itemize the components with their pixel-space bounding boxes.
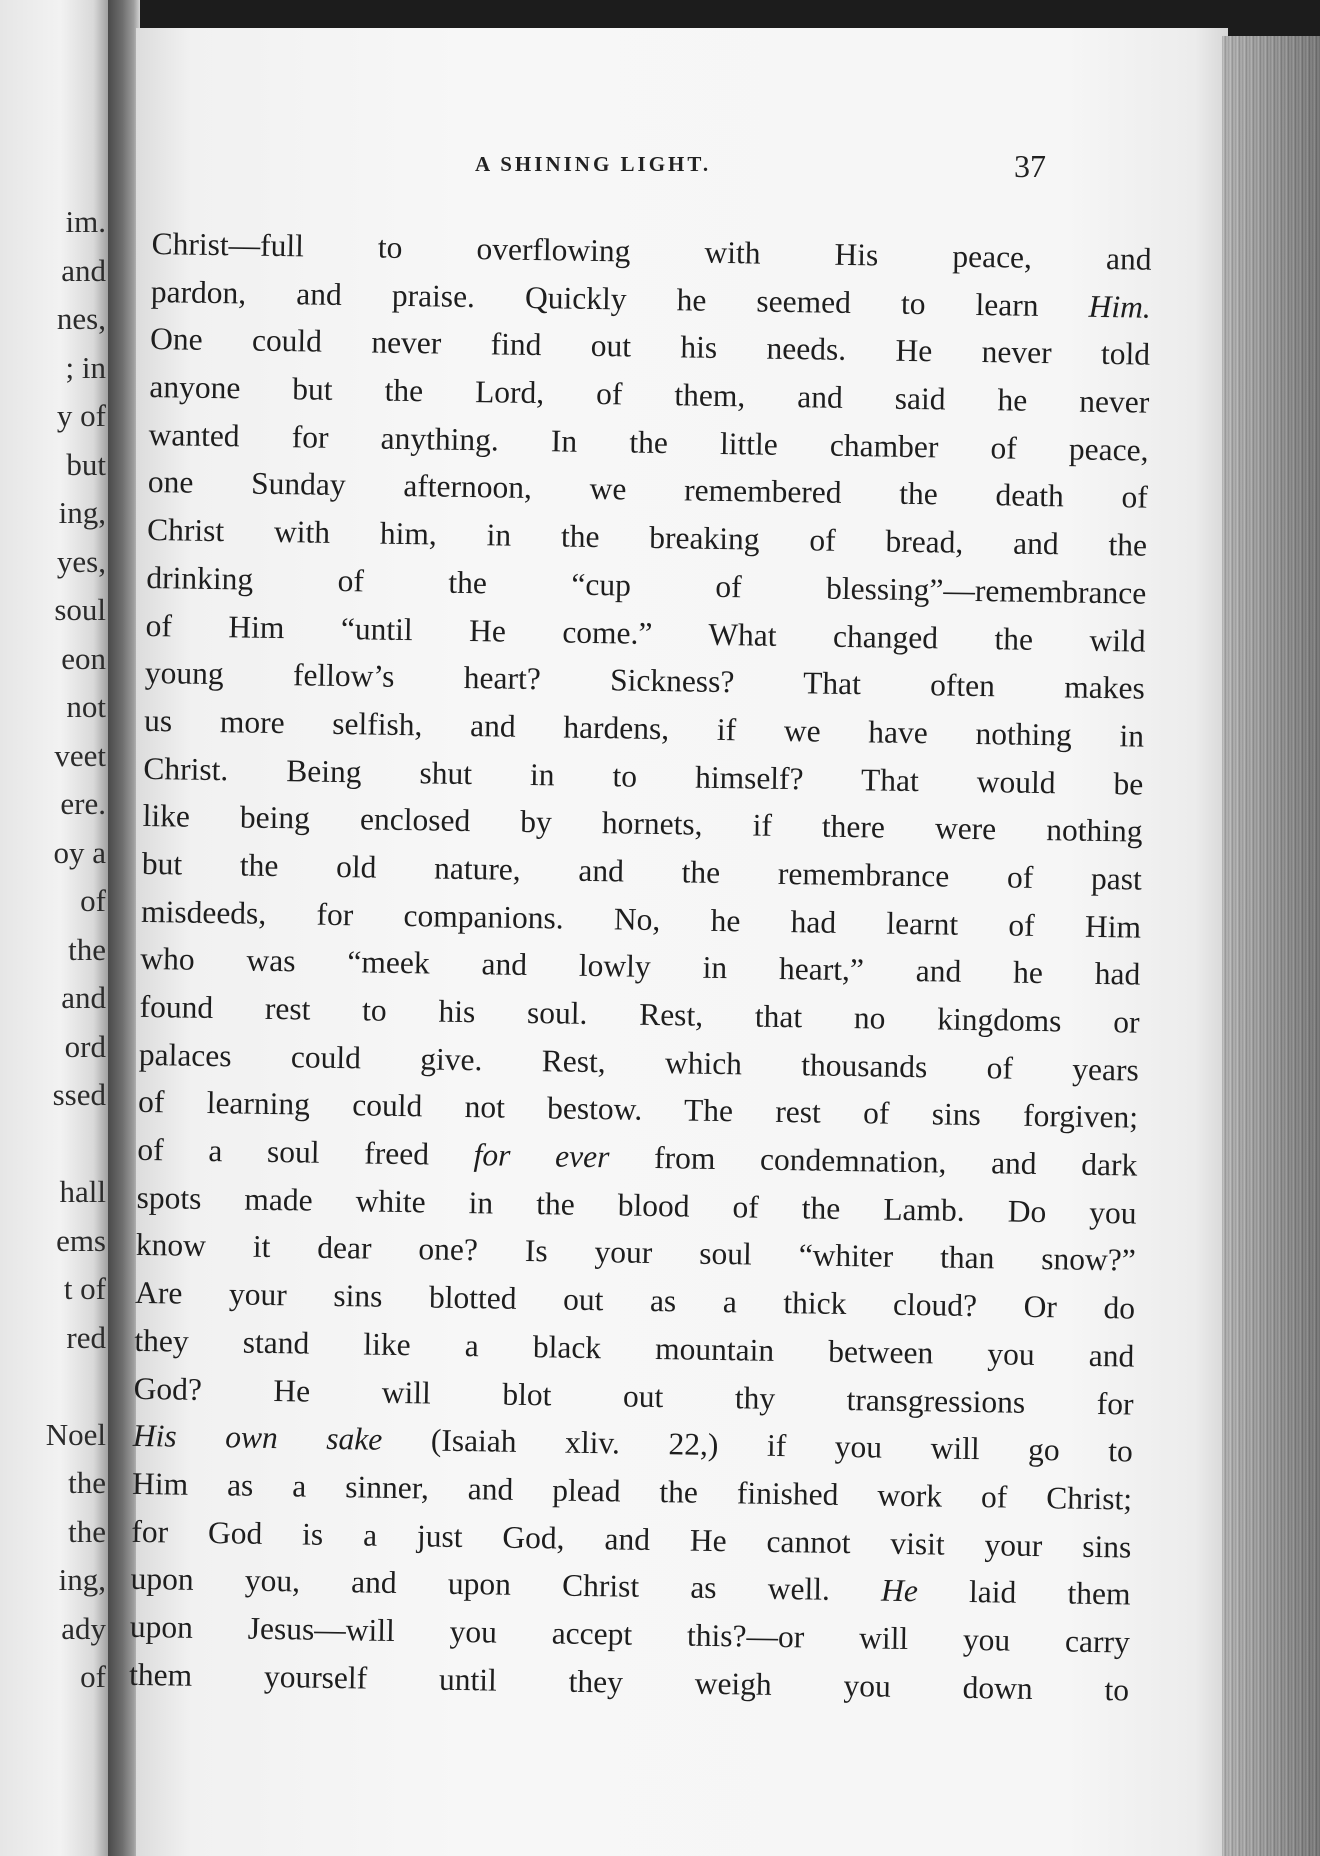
line-text: upon you, and upon Christ as well. (130, 1561, 882, 1608)
italic-text: for ever (473, 1137, 610, 1175)
page-fore-edge (1222, 36, 1320, 1856)
left-page-fragment: the (68, 931, 106, 967)
line-text: drinking of the “cup of blessing”—remembrance (146, 559, 1147, 611)
line-text: pardon, and praise. Quickly he seemed to learn (150, 273, 1089, 324)
line-text: of a soul freed (137, 1131, 474, 1173)
line-text: spots made white in the blood of the Lamb. Do you (136, 1179, 1137, 1231)
line-text: Him as a sinner, and plead the finished work of Christ; (131, 1465, 1133, 1517)
line-text: one Sunday afternoon, we remembered the death of (147, 464, 1149, 516)
left-page-line-fragments (46, 198, 106, 1702)
line-text: Christ with him, in the breaking of bread, and the (146, 512, 1148, 563)
running-head: A SHINING LIGHT. (475, 152, 712, 176)
left-page-fragment: ems (56, 1222, 106, 1258)
left-page-fragment: eon (61, 640, 106, 676)
left-page-fragment: ere. (60, 786, 106, 821)
line-text: One could never find out his needs. He never told (149, 321, 1151, 373)
left-page-fragment: yes, (56, 543, 106, 579)
line-text: Christ. Being shut in to himself? That would be (143, 750, 1144, 802)
left-page-fragment: and (61, 980, 106, 1015)
left-page-fragment: of (80, 1659, 106, 1694)
left-facing-page (0, 0, 110, 1856)
body-text (129, 220, 1152, 1714)
line-text: who was “meek and lowly in heart,” and he had (140, 941, 1141, 992)
italic-text: His own sake (132, 1418, 383, 1457)
italic-text: He (880, 1572, 919, 1609)
line-text: for God is a just God, and He cannot visit your sins (131, 1513, 1132, 1565)
left-page-fragment: of (80, 883, 106, 918)
left-page-fragment: Noel (45, 1416, 106, 1452)
left-page-fragment: not (66, 689, 106, 724)
left-page-fragment (46, 1362, 106, 1411)
left-page-fragment (46, 1120, 106, 1169)
line-text: of Him “until He come.” What changed the wild (145, 607, 1146, 659)
left-page-fragment: soul (54, 592, 106, 627)
line-text: them yourself until they weigh you down to (128, 1656, 1130, 1708)
line-text: know it dear one? Is your soul “whiter than snow?” (135, 1227, 1137, 1279)
left-page-fragment: ady (61, 1610, 106, 1646)
left-page-fragment: and (61, 252, 106, 288)
line-text: of learning could not bestow. The rest of sins forgiven; (137, 1084, 1139, 1135)
line-text: God? He will blot out thy transgressions for (133, 1370, 1134, 1422)
left-page-fragment: y of (56, 398, 106, 433)
line-text: (Isaiah xliv. 22,) if you will go to (382, 1421, 1134, 1469)
line-text: misdeeds, for companions. No, he had learnt of Him (140, 893, 1142, 945)
left-page-fragment: t of (63, 1271, 106, 1306)
left-page-fragment: ssed (52, 1077, 106, 1112)
left-page-fragment: the (68, 1465, 106, 1500)
line-text: us more selfish, and hardens, if we have nothing in (143, 702, 1145, 754)
left-page-fragment: ing, (58, 1562, 106, 1597)
line-text: but the old nature, and the remembrance of past (141, 845, 1143, 897)
line-text: found rest to his soul. Rest, that no kingdoms or (139, 988, 1140, 1040)
left-page-fragment: ing, (58, 495, 106, 530)
line-text: anyone but the Lord, of them, and said he never (149, 369, 1150, 420)
italic-text: Him. (1088, 288, 1152, 325)
left-page-fragment: red (66, 1319, 106, 1355)
left-page-fragment: oy a (53, 834, 106, 870)
line-text: upon Jesus—will you accept this?—or will you carry (129, 1608, 1131, 1660)
line-text: Christ—full to overflowing with His peace, and (151, 225, 1152, 277)
page-number: 37 (1014, 148, 1046, 184)
line-text: they stand like a black mountain between you and (134, 1322, 1135, 1374)
left-page-fragment: im. (65, 204, 106, 239)
line-text: wanted for anything. In the little chamber of peace, (148, 416, 1149, 468)
left-page-fragment: ord (64, 1028, 106, 1064)
line-text: palaces could give. Rest, which thousands of years (138, 1036, 1140, 1088)
line-text: young fellow’s heart? Sickness? That often makes (144, 655, 1146, 706)
line-text: from condemnation, and dark (609, 1139, 1138, 1183)
left-page-fragment: nes, (56, 301, 106, 336)
left-page-fragment: the (68, 1513, 106, 1549)
line-text: Are your sins blotted out as a thick cloud? Or do (134, 1274, 1136, 1326)
line-text: like being enclosed by hornets, if there were nothing (142, 798, 1143, 849)
line-text: laid them (917, 1573, 1131, 1612)
left-page-fragment: veet (54, 737, 106, 773)
left-page-fragment: ; in (65, 349, 106, 385)
left-page-fragment: but (66, 446, 106, 482)
left-page-fragment: hall (59, 1174, 106, 1209)
